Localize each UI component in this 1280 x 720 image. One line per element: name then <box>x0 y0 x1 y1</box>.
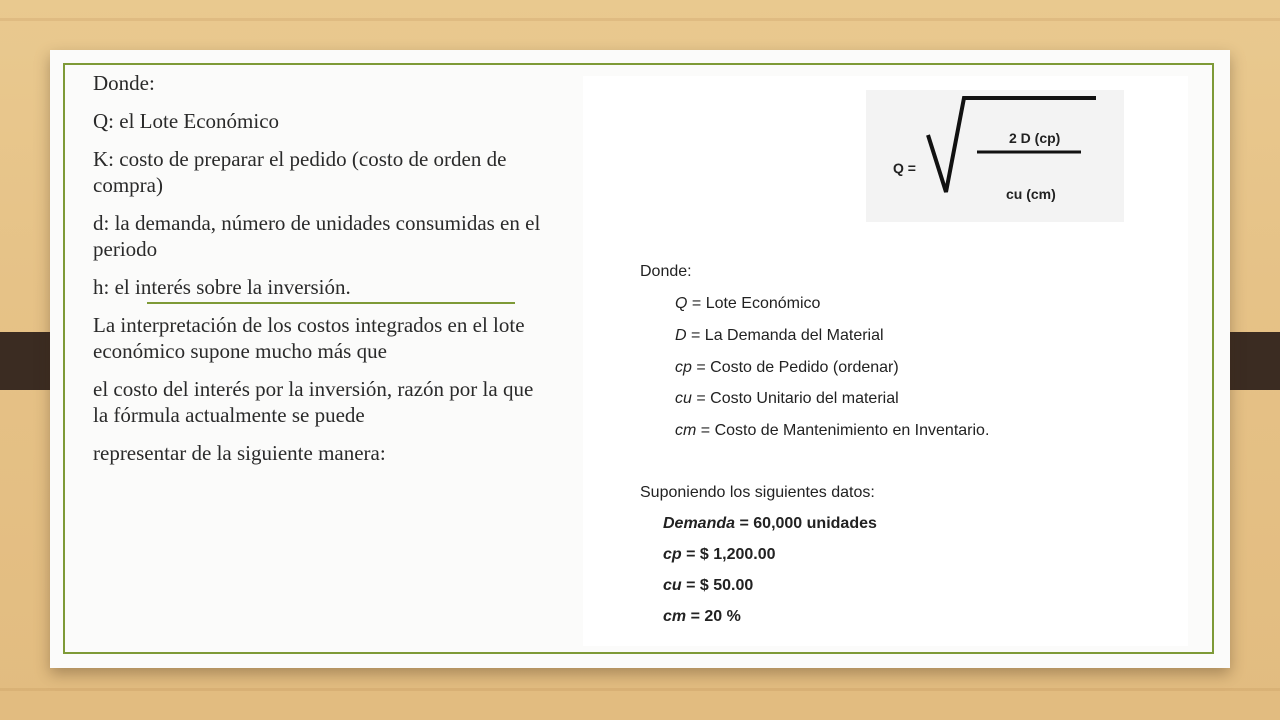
definition-symbol: cu <box>675 390 692 407</box>
formula-box <box>866 90 1124 222</box>
definition-symbol: cp <box>675 359 692 376</box>
definition-symbol: Q <box>675 295 688 312</box>
paragraph-q: Q: el Lote Económico <box>93 109 280 133</box>
definition-item <box>675 422 989 440</box>
paragraph-k: K: costo de preparar el pedido (costo de orden de compra) <box>93 147 507 197</box>
wood-grain <box>0 18 1280 21</box>
decorative-divider <box>147 302 515 304</box>
wood-grain <box>0 688 1280 691</box>
left-text-block <box>93 70 553 478</box>
data-text: = $ 50.00 <box>681 577 754 594</box>
data-symbol: cu <box>663 577 682 594</box>
formula-denominator: cu (cm) <box>1006 186 1056 202</box>
definition-text: = Costo de Pedido (ordenar) <box>691 359 899 376</box>
paragraph-represent: representar de la siguiente manera: <box>93 441 386 465</box>
definition-text: = Costo de Mantenimiento en Inventario. <box>696 422 990 439</box>
definition-item <box>675 295 820 313</box>
data-item <box>663 515 877 533</box>
square-root-icon <box>866 90 1124 222</box>
data-item <box>663 577 753 595</box>
data-text: = 20 % <box>686 608 741 625</box>
definition-item <box>675 359 899 377</box>
formula-figure <box>583 76 1188 646</box>
paragraph-d: d: la demanda, número de unidades consumidas en el periodo <box>93 211 541 261</box>
paragraph-interpretation: La interpretación de los costos integrados en el lote económico supone mucho más que <box>93 313 525 363</box>
definitions-heading: Donde: <box>640 263 692 280</box>
definition-symbol: D <box>675 327 687 344</box>
data-item <box>663 608 741 626</box>
definition-text: = Costo Unitario del material <box>691 390 899 407</box>
paragraph-h: h: el interés sobre la inversión. <box>93 275 351 299</box>
formula-lhs: Q = <box>893 160 916 176</box>
paragraph-donde: Donde: <box>93 71 155 95</box>
data-symbol: cp <box>663 546 682 563</box>
data-symbol: cm <box>663 608 687 625</box>
data-heading: Suponiendo los siguientes datos: <box>640 484 875 501</box>
data-text: = 60,000 unidades <box>735 515 877 532</box>
definition-text: = La Demanda del Material <box>686 327 884 344</box>
definition-item <box>675 327 884 345</box>
data-symbol: Demanda <box>663 515 736 532</box>
formula-numerator: 2 D (cp) <box>1009 130 1061 146</box>
data-item <box>663 546 776 564</box>
data-text: = $ 1,200.00 <box>681 546 776 563</box>
paragraph-cost-interest: el costo del interés por la inversión, razón por la que la fórmula actualmente se puede <box>93 377 534 427</box>
definition-text: = Lote Económico <box>687 295 821 312</box>
definition-symbol: cm <box>675 422 697 439</box>
definition-item <box>675 390 899 408</box>
